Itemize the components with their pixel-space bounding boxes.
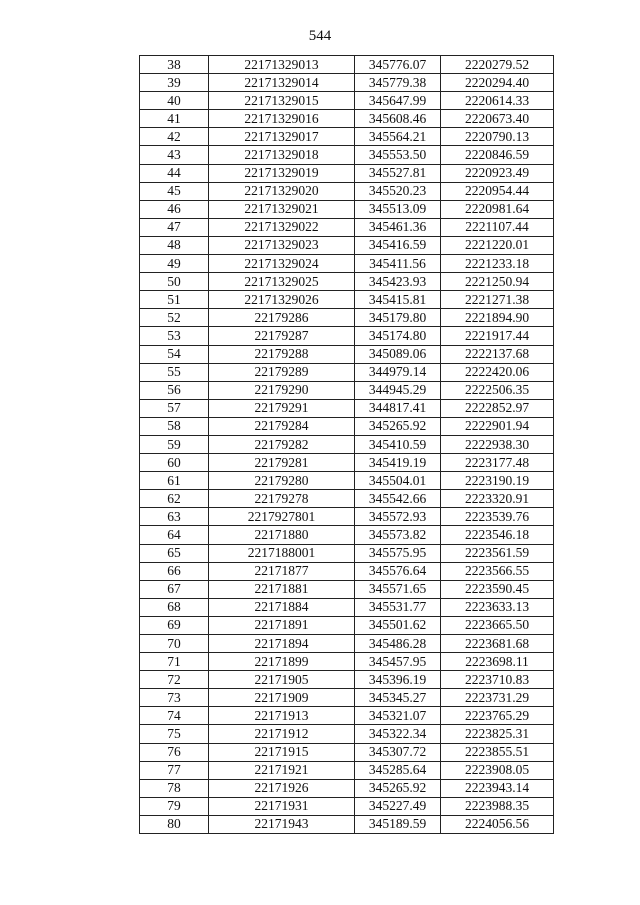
x-coordinate-cell: 345423.93 xyxy=(355,273,441,291)
y-coordinate-cell: 2222938.30 xyxy=(441,435,554,453)
y-coordinate-cell: 2223855.51 xyxy=(441,743,554,761)
row-index-cell: 66 xyxy=(140,562,209,580)
x-coordinate-cell: 345527.81 xyxy=(355,164,441,182)
y-coordinate-cell: 2223681.68 xyxy=(441,635,554,653)
row-index-cell: 76 xyxy=(140,743,209,761)
y-coordinate-cell: 2223665.50 xyxy=(441,616,554,634)
x-coordinate-cell: 345647.99 xyxy=(355,92,441,110)
point-id-cell: 22171329014 xyxy=(209,74,355,92)
y-coordinate-cell: 2223320.91 xyxy=(441,490,554,508)
x-coordinate-cell: 345322.34 xyxy=(355,725,441,743)
row-index-cell: 46 xyxy=(140,200,209,218)
row-index-cell: 70 xyxy=(140,635,209,653)
table-row xyxy=(140,255,554,273)
y-coordinate-cell: 2223546.18 xyxy=(441,526,554,544)
table-row xyxy=(140,671,554,689)
table-row xyxy=(140,399,554,417)
y-coordinate-cell: 2223633.13 xyxy=(441,598,554,616)
row-index-cell: 57 xyxy=(140,399,209,417)
table-row xyxy=(140,616,554,634)
x-coordinate-cell: 345608.46 xyxy=(355,110,441,128)
y-coordinate-cell: 2223710.83 xyxy=(441,671,554,689)
point-id-cell: 22171329020 xyxy=(209,182,355,200)
y-coordinate-cell: 2222852.97 xyxy=(441,399,554,417)
row-index-cell: 61 xyxy=(140,472,209,490)
x-coordinate-cell: 345089.06 xyxy=(355,345,441,363)
y-coordinate-cell: 2223943.14 xyxy=(441,779,554,797)
point-id-cell: 2217927801 xyxy=(209,508,355,526)
row-index-cell: 71 xyxy=(140,653,209,671)
y-coordinate-cell: 2224056.56 xyxy=(441,815,554,833)
y-coordinate-cell: 2223561.59 xyxy=(441,544,554,562)
y-coordinate-cell: 2222420.06 xyxy=(441,363,554,381)
point-id-cell: 22171884 xyxy=(209,598,355,616)
row-index-cell: 51 xyxy=(140,291,209,309)
point-id-cell: 22171329017 xyxy=(209,128,355,146)
page-number: 544 xyxy=(308,28,332,44)
table-row xyxy=(140,544,554,562)
table-row xyxy=(140,454,554,472)
row-index-cell: 52 xyxy=(140,309,209,327)
y-coordinate-cell: 2222137.68 xyxy=(441,345,554,363)
table-row xyxy=(140,707,554,725)
table-row xyxy=(140,146,554,164)
point-id-cell: 22171905 xyxy=(209,671,355,689)
point-id-cell: 22179287 xyxy=(209,327,355,345)
x-coordinate-cell: 345265.92 xyxy=(355,779,441,797)
x-coordinate-cell: 344817.41 xyxy=(355,399,441,417)
row-index-cell: 40 xyxy=(140,92,209,110)
point-id-cell: 22179278 xyxy=(209,490,355,508)
point-id-cell: 22179291 xyxy=(209,399,355,417)
point-id-cell: 22179282 xyxy=(209,435,355,453)
table-row xyxy=(140,291,554,309)
x-coordinate-cell: 345419.19 xyxy=(355,454,441,472)
y-coordinate-cell: 2221220.01 xyxy=(441,236,554,254)
y-coordinate-cell: 2220981.64 xyxy=(441,200,554,218)
y-coordinate-cell: 2221271.38 xyxy=(441,291,554,309)
x-coordinate-cell: 344979.14 xyxy=(355,363,441,381)
point-id-cell: 22171329013 xyxy=(209,56,355,74)
row-index-cell: 43 xyxy=(140,146,209,164)
table-row xyxy=(140,236,554,254)
point-id-cell: 22171899 xyxy=(209,653,355,671)
table-row xyxy=(140,200,554,218)
y-coordinate-cell: 2223566.55 xyxy=(441,562,554,580)
table-row xyxy=(140,110,554,128)
row-index-cell: 78 xyxy=(140,779,209,797)
table-row xyxy=(140,635,554,653)
x-coordinate-cell: 345396.19 xyxy=(355,671,441,689)
table-row xyxy=(140,508,554,526)
row-index-cell: 47 xyxy=(140,218,209,236)
x-coordinate-cell: 345564.21 xyxy=(355,128,441,146)
table-row xyxy=(140,273,554,291)
row-index-cell: 60 xyxy=(140,454,209,472)
row-index-cell: 72 xyxy=(140,671,209,689)
y-coordinate-cell: 2223590.45 xyxy=(441,580,554,598)
y-coordinate-cell: 2221107.44 xyxy=(441,218,554,236)
x-coordinate-cell: 345572.93 xyxy=(355,508,441,526)
x-coordinate-cell: 345345.27 xyxy=(355,689,441,707)
x-coordinate-cell: 345501.62 xyxy=(355,616,441,634)
row-index-cell: 69 xyxy=(140,616,209,634)
table-row xyxy=(140,182,554,200)
row-index-cell: 45 xyxy=(140,182,209,200)
row-index-cell: 79 xyxy=(140,797,209,815)
point-id-cell: 22171881 xyxy=(209,580,355,598)
point-id-cell: 22171880 xyxy=(209,526,355,544)
table-row xyxy=(140,815,554,833)
table-row xyxy=(140,92,554,110)
point-id-cell: 22179281 xyxy=(209,454,355,472)
table-row xyxy=(140,327,554,345)
point-id-cell: 22171329026 xyxy=(209,291,355,309)
point-id-cell: 22171329024 xyxy=(209,255,355,273)
x-coordinate-cell: 345410.59 xyxy=(355,435,441,453)
table-row xyxy=(140,128,554,146)
point-id-cell: 22179286 xyxy=(209,309,355,327)
row-index-cell: 39 xyxy=(140,74,209,92)
table-row xyxy=(140,74,554,92)
y-coordinate-cell: 2221894.90 xyxy=(441,309,554,327)
table-row xyxy=(140,472,554,490)
x-coordinate-cell: 345513.09 xyxy=(355,200,441,218)
point-id-cell: 22179284 xyxy=(209,417,355,435)
x-coordinate-cell: 345575.95 xyxy=(355,544,441,562)
y-coordinate-cell: 2223825.31 xyxy=(441,725,554,743)
row-index-cell: 77 xyxy=(140,761,209,779)
table-row xyxy=(140,725,554,743)
x-coordinate-cell: 345542.66 xyxy=(355,490,441,508)
point-id-cell: 22179289 xyxy=(209,363,355,381)
row-index-cell: 41 xyxy=(140,110,209,128)
x-coordinate-cell: 345416.59 xyxy=(355,236,441,254)
row-index-cell: 54 xyxy=(140,345,209,363)
point-id-cell: 22179280 xyxy=(209,472,355,490)
table-row xyxy=(140,56,554,74)
row-index-cell: 67 xyxy=(140,580,209,598)
point-id-cell: 22171921 xyxy=(209,761,355,779)
table-row xyxy=(140,580,554,598)
x-coordinate-cell: 345779.38 xyxy=(355,74,441,92)
y-coordinate-cell: 2220614.33 xyxy=(441,92,554,110)
y-coordinate-cell: 2223698.11 xyxy=(441,653,554,671)
y-coordinate-cell: 2220923.49 xyxy=(441,164,554,182)
row-index-cell: 75 xyxy=(140,725,209,743)
y-coordinate-cell: 2223177.48 xyxy=(441,454,554,472)
point-id-cell: 22171329023 xyxy=(209,236,355,254)
table-row xyxy=(140,345,554,363)
point-id-cell: 22179288 xyxy=(209,345,355,363)
x-coordinate-cell: 344945.29 xyxy=(355,381,441,399)
point-id-cell: 22171894 xyxy=(209,635,355,653)
y-coordinate-cell: 2220790.13 xyxy=(441,128,554,146)
row-index-cell: 68 xyxy=(140,598,209,616)
row-index-cell: 65 xyxy=(140,544,209,562)
table-row xyxy=(140,526,554,544)
point-id-cell: 22171913 xyxy=(209,707,355,725)
point-id-cell: 22171926 xyxy=(209,779,355,797)
row-index-cell: 59 xyxy=(140,435,209,453)
x-coordinate-cell: 345776.07 xyxy=(355,56,441,74)
y-coordinate-cell: 2220673.40 xyxy=(441,110,554,128)
y-coordinate-cell: 2220954.44 xyxy=(441,182,554,200)
point-id-cell: 2217188001 xyxy=(209,544,355,562)
point-id-cell: 22171891 xyxy=(209,616,355,634)
y-coordinate-cell: 2222901.94 xyxy=(441,417,554,435)
y-coordinate-cell: 2220294.40 xyxy=(441,74,554,92)
x-coordinate-cell: 345265.92 xyxy=(355,417,441,435)
coordinates-table xyxy=(139,55,554,834)
row-index-cell: 74 xyxy=(140,707,209,725)
x-coordinate-cell: 345285.64 xyxy=(355,761,441,779)
y-coordinate-cell: 2223988.35 xyxy=(441,797,554,815)
y-coordinate-cell: 2221917.44 xyxy=(441,327,554,345)
row-index-cell: 73 xyxy=(140,689,209,707)
table-row xyxy=(140,381,554,399)
row-index-cell: 55 xyxy=(140,363,209,381)
y-coordinate-cell: 2223908.05 xyxy=(441,761,554,779)
table-body xyxy=(140,56,554,834)
table-row xyxy=(140,653,554,671)
y-coordinate-cell: 2221250.94 xyxy=(441,273,554,291)
point-id-cell: 22179290 xyxy=(209,381,355,399)
point-id-cell: 22171329021 xyxy=(209,200,355,218)
x-coordinate-cell: 345573.82 xyxy=(355,526,441,544)
table-row xyxy=(140,562,554,580)
point-id-cell: 22171912 xyxy=(209,725,355,743)
point-id-cell: 22171943 xyxy=(209,815,355,833)
row-index-cell: 63 xyxy=(140,508,209,526)
y-coordinate-cell: 2220846.59 xyxy=(441,146,554,164)
table-row xyxy=(140,761,554,779)
row-index-cell: 49 xyxy=(140,255,209,273)
x-coordinate-cell: 345411.56 xyxy=(355,255,441,273)
table-row xyxy=(140,435,554,453)
x-coordinate-cell: 345179.80 xyxy=(355,309,441,327)
point-id-cell: 22171915 xyxy=(209,743,355,761)
table-row xyxy=(140,598,554,616)
table-row xyxy=(140,218,554,236)
table-row xyxy=(140,779,554,797)
point-id-cell: 22171931 xyxy=(209,797,355,815)
point-id-cell: 22171329015 xyxy=(209,92,355,110)
table-row xyxy=(140,417,554,435)
table-row xyxy=(140,743,554,761)
row-index-cell: 58 xyxy=(140,417,209,435)
x-coordinate-cell: 345576.64 xyxy=(355,562,441,580)
table-row xyxy=(140,309,554,327)
row-index-cell: 56 xyxy=(140,381,209,399)
x-coordinate-cell: 345520.23 xyxy=(355,182,441,200)
x-coordinate-cell: 345321.07 xyxy=(355,707,441,725)
table-row xyxy=(140,797,554,815)
row-index-cell: 48 xyxy=(140,236,209,254)
y-coordinate-cell: 2222506.35 xyxy=(441,381,554,399)
y-coordinate-cell: 2220279.52 xyxy=(441,56,554,74)
point-id-cell: 22171877 xyxy=(209,562,355,580)
y-coordinate-cell: 2223190.19 xyxy=(441,472,554,490)
x-coordinate-cell: 345415.81 xyxy=(355,291,441,309)
row-index-cell: 62 xyxy=(140,490,209,508)
row-index-cell: 50 xyxy=(140,273,209,291)
x-coordinate-cell: 345571.65 xyxy=(355,580,441,598)
x-coordinate-cell: 345461.36 xyxy=(355,218,441,236)
point-id-cell: 22171329019 xyxy=(209,164,355,182)
x-coordinate-cell: 345457.95 xyxy=(355,653,441,671)
x-coordinate-cell: 345174.80 xyxy=(355,327,441,345)
point-id-cell: 22171329016 xyxy=(209,110,355,128)
point-id-cell: 22171909 xyxy=(209,689,355,707)
table-row xyxy=(140,363,554,381)
table-row xyxy=(140,164,554,182)
x-coordinate-cell: 345307.72 xyxy=(355,743,441,761)
x-coordinate-cell: 345227.49 xyxy=(355,797,441,815)
table-row xyxy=(140,689,554,707)
point-id-cell: 22171329022 xyxy=(209,218,355,236)
x-coordinate-cell: 345531.77 xyxy=(355,598,441,616)
y-coordinate-cell: 2223731.29 xyxy=(441,689,554,707)
point-id-cell: 22171329025 xyxy=(209,273,355,291)
row-index-cell: 80 xyxy=(140,815,209,833)
row-index-cell: 38 xyxy=(140,56,209,74)
table-row xyxy=(140,490,554,508)
y-coordinate-cell: 2223765.29 xyxy=(441,707,554,725)
row-index-cell: 44 xyxy=(140,164,209,182)
point-id-cell: 22171329018 xyxy=(209,146,355,164)
y-coordinate-cell: 2223539.76 xyxy=(441,508,554,526)
x-coordinate-cell: 345553.50 xyxy=(355,146,441,164)
row-index-cell: 42 xyxy=(140,128,209,146)
y-coordinate-cell: 2221233.18 xyxy=(441,255,554,273)
x-coordinate-cell: 345504.01 xyxy=(355,472,441,490)
row-index-cell: 53 xyxy=(140,327,209,345)
row-index-cell: 64 xyxy=(140,526,209,544)
x-coordinate-cell: 345486.28 xyxy=(355,635,441,653)
x-coordinate-cell: 345189.59 xyxy=(355,815,441,833)
